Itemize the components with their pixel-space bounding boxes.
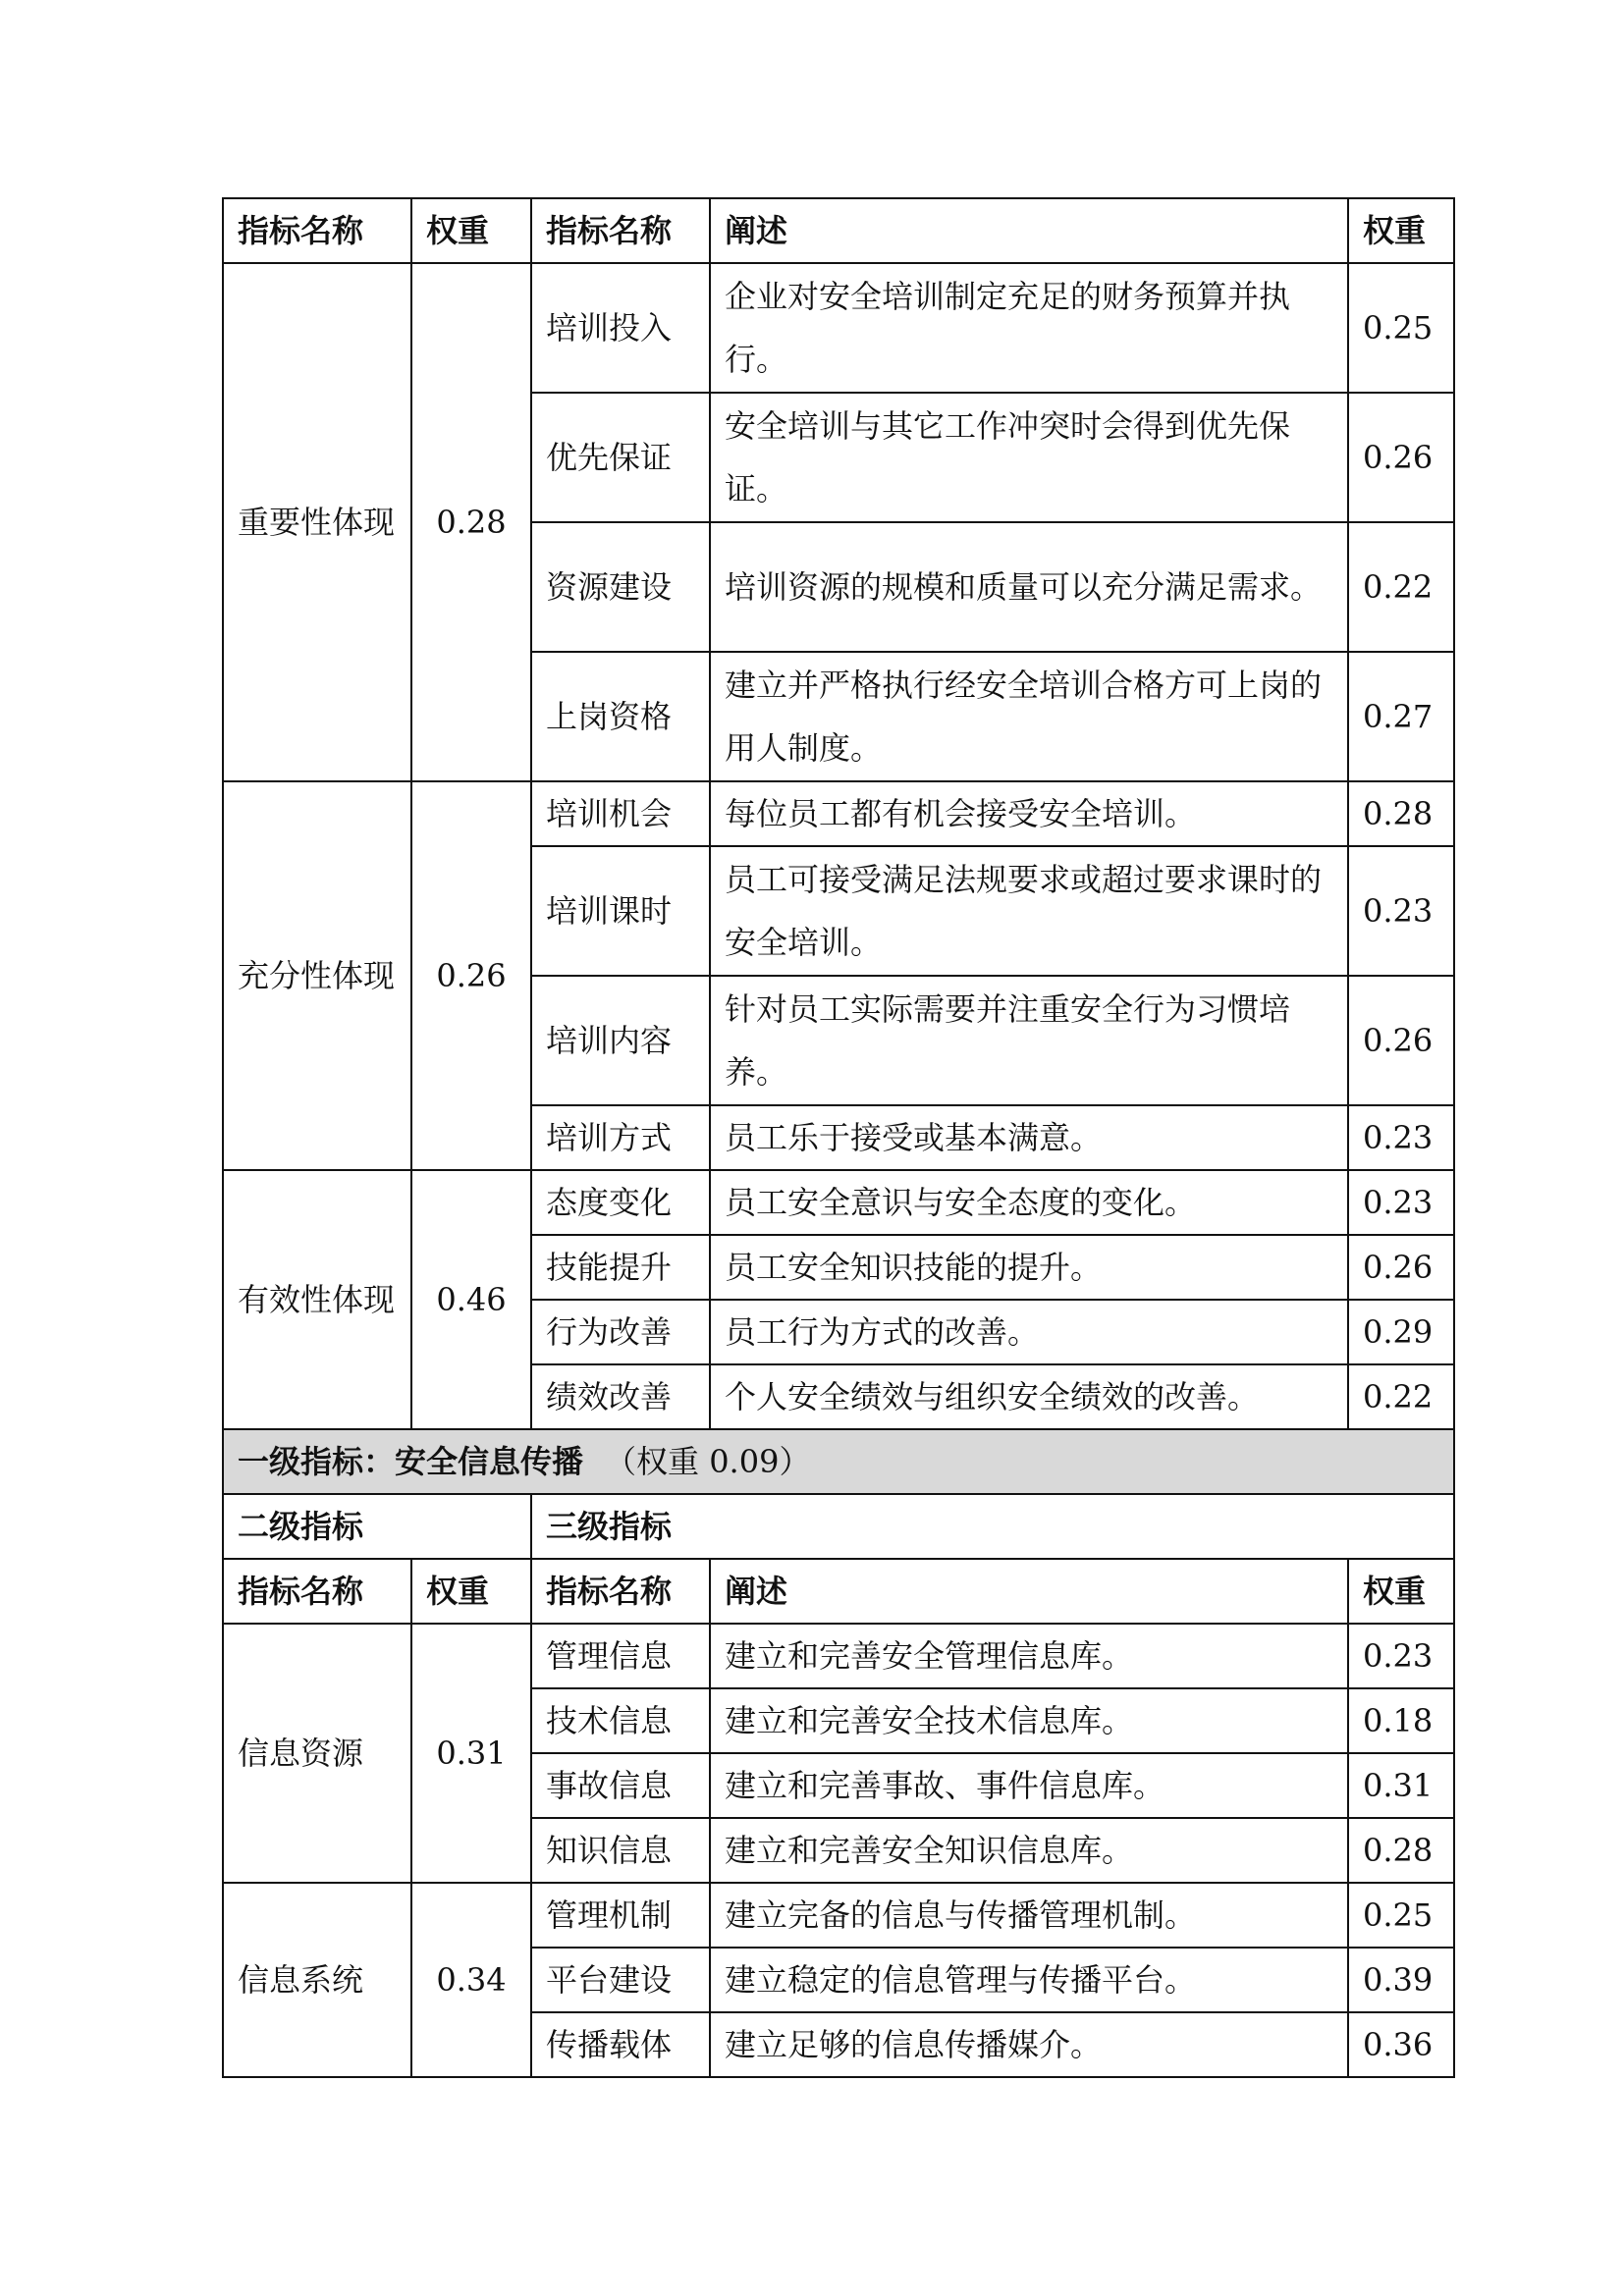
level3-name: 知识信息 — [531, 1818, 710, 1883]
level3-name: 管理机制 — [531, 1883, 710, 1948]
level2-weight: 0.31 — [411, 1624, 531, 1883]
level3-weight: 0.23 — [1348, 846, 1454, 976]
level3-name: 态度变化 — [531, 1170, 710, 1235]
level3-weight: 0.23 — [1348, 1105, 1454, 1170]
level3-name: 培训课时 — [531, 846, 710, 976]
level2-name: 重要性体现 — [223, 263, 411, 781]
level3-desc: 企业对安全培训制定充足的财务预算并执行。 — [710, 263, 1348, 393]
level3-weight: 0.36 — [1348, 2012, 1454, 2077]
level3-name: 传播载体 — [531, 2012, 710, 2077]
table-row — [223, 1883, 1454, 1948]
level3-desc: 建立并严格执行经安全培训合格方可上岗的用人制度。 — [710, 652, 1348, 781]
level2-name: 信息资源 — [223, 1624, 411, 1883]
level3-name: 培训投入 — [531, 263, 710, 393]
level3-weight: 0.28 — [1348, 1818, 1454, 1883]
level-header-row — [223, 1494, 1454, 1559]
level3-weight: 0.27 — [1348, 652, 1454, 781]
level3-desc: 建立足够的信息传播媒介。 — [710, 2012, 1348, 2077]
level3-desc: 个人安全绩效与组织安全绩效的改善。 — [710, 1364, 1348, 1429]
header-cell: 指标名称 — [531, 198, 710, 263]
level3-name: 事故信息 — [531, 1753, 710, 1818]
level3-name: 行为改善 — [531, 1300, 710, 1364]
level3-weight: 0.25 — [1348, 1883, 1454, 1948]
level3-name: 上岗资格 — [531, 652, 710, 781]
level3-name: 绩效改善 — [531, 1364, 710, 1429]
level3-name: 技术信息 — [531, 1688, 710, 1753]
header-cell: 指标名称 — [223, 198, 411, 263]
table-row — [223, 263, 1454, 393]
level3-name: 资源建设 — [531, 522, 710, 652]
level3-weight: 0.23 — [1348, 1170, 1454, 1235]
header-cell: 指标名称 — [531, 1559, 710, 1624]
header-cell: 指标名称 — [223, 1559, 411, 1624]
indicator-table — [222, 197, 1455, 2078]
level3-desc: 建立和完善安全技术信息库。 — [710, 1688, 1348, 1753]
level3-weight: 0.28 — [1348, 781, 1454, 846]
level3-name: 平台建设 — [531, 1948, 710, 2012]
header-cell: 权重 — [411, 1559, 531, 1624]
level3-weight: 0.22 — [1348, 1364, 1454, 1429]
level3-header: 三级指标 — [531, 1494, 1454, 1559]
level3-desc: 员工可接受满足法规要求或超过要求课时的安全培训。 — [710, 846, 1348, 976]
header-row — [223, 1559, 1454, 1624]
level3-weight: 0.39 — [1348, 1948, 1454, 2012]
header-cell: 权重 — [1348, 1559, 1454, 1624]
level3-weight: 0.25 — [1348, 263, 1454, 393]
level1-weight: （权重 0.09） — [605, 1443, 811, 1480]
level3-desc: 建立完备的信息与传播管理机制。 — [710, 1883, 1348, 1948]
level3-desc: 针对员工实际需要并注重安全行为习惯培养。 — [710, 976, 1348, 1105]
level3-name: 培训机会 — [531, 781, 710, 846]
level3-weight: 0.18 — [1348, 1688, 1454, 1753]
level3-name: 培训内容 — [531, 976, 710, 1105]
level3-weight: 0.26 — [1348, 976, 1454, 1105]
level3-name: 培训方式 — [531, 1105, 710, 1170]
header-cell: 权重 — [1348, 198, 1454, 263]
level2-name: 信息系统 — [223, 1883, 411, 2077]
level3-desc: 建立稳定的信息管理与传播平台。 — [710, 1948, 1348, 2012]
level3-weight: 0.22 — [1348, 522, 1454, 652]
level3-desc: 员工安全知识技能的提升。 — [710, 1235, 1348, 1300]
level3-desc: 建立和完善事故、事件信息库。 — [710, 1753, 1348, 1818]
level3-desc: 员工安全意识与安全态度的变化。 — [710, 1170, 1348, 1235]
level2-weight: 0.26 — [411, 781, 531, 1170]
level3-name: 管理信息 — [531, 1624, 710, 1688]
level1-banner-row — [223, 1429, 1454, 1494]
table-row — [223, 1170, 1454, 1235]
header-cell: 阐述 — [710, 1559, 1348, 1624]
level2-name: 充分性体现 — [223, 781, 411, 1170]
header-cell: 权重 — [411, 198, 531, 263]
level3-desc: 员工乐于接受或基本满意。 — [710, 1105, 1348, 1170]
level2-weight: 0.28 — [411, 263, 531, 781]
level3-weight: 0.26 — [1348, 393, 1454, 522]
level3-desc: 安全培训与其它工作冲突时会得到优先保证。 — [710, 393, 1348, 522]
level3-weight: 0.29 — [1348, 1300, 1454, 1364]
level1-label: 一级指标：安全信息传播 — [238, 1443, 584, 1480]
level3-desc: 员工行为方式的改善。 — [710, 1300, 1348, 1364]
level3-name: 优先保证 — [531, 393, 710, 522]
header-cell: 阐述 — [710, 198, 1348, 263]
level2-weight: 0.34 — [411, 1883, 531, 2077]
level3-name: 技能提升 — [531, 1235, 710, 1300]
level3-desc: 每位员工都有机会接受安全培训。 — [710, 781, 1348, 846]
table-row — [223, 781, 1454, 846]
level3-weight: 0.23 — [1348, 1624, 1454, 1688]
level2-header: 二级指标 — [223, 1494, 531, 1559]
level3-weight: 0.31 — [1348, 1753, 1454, 1818]
header-row — [223, 198, 1454, 263]
level1-banner — [223, 1429, 1454, 1494]
level2-name: 有效性体现 — [223, 1170, 411, 1429]
level3-weight: 0.26 — [1348, 1235, 1454, 1300]
level3-desc: 培训资源的规模和质量可以充分满足需求。 — [710, 522, 1348, 652]
level2-weight: 0.46 — [411, 1170, 531, 1429]
level3-desc: 建立和完善安全管理信息库。 — [710, 1624, 1348, 1688]
table-row — [223, 1624, 1454, 1688]
level3-desc: 建立和完善安全知识信息库。 — [710, 1818, 1348, 1883]
